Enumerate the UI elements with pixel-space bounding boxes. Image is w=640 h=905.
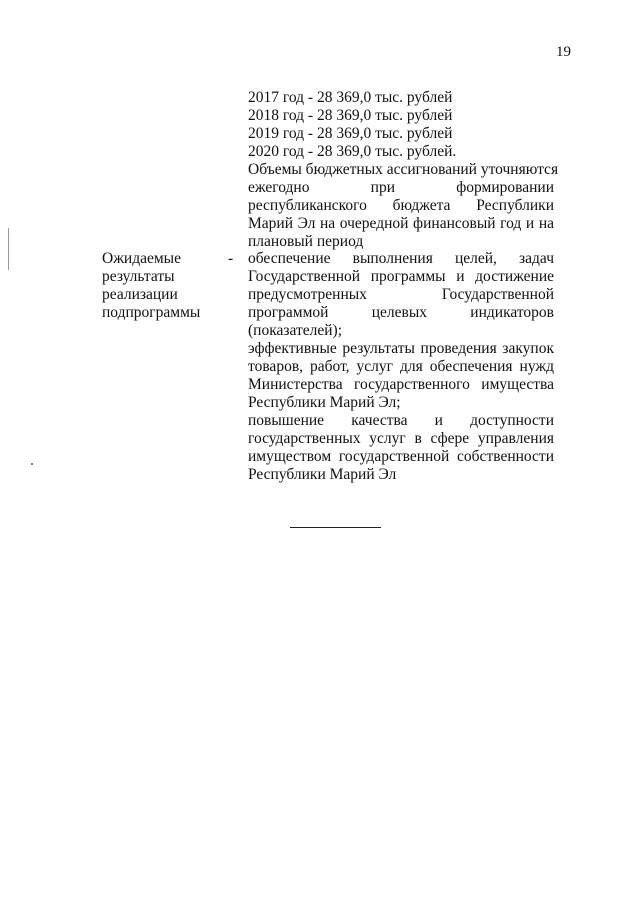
funding-year-2018: 2018 год - 28 369,0 тыс. рублей (248, 107, 453, 124)
funding-year-2019: 2019 год - 28 369,0 тыс. рублей (248, 125, 453, 142)
results-line: программой целевых индикаторов (248, 304, 554, 321)
results-line: повышение качества и доступности (248, 412, 554, 429)
results-label-line: результаты (102, 268, 175, 285)
end-rule (290, 527, 381, 528)
scan-speck (31, 463, 33, 465)
results-label-line: Ожидаемые (102, 250, 181, 267)
results-line: предусмотренных Государственной (248, 286, 554, 303)
results-line: имуществом государственной собственности (248, 448, 554, 465)
results-line: эффективные результаты проведения закупок (248, 340, 554, 357)
funding-note-line: ежегодно при формировании (248, 179, 554, 196)
scan-margin-mark (8, 228, 9, 270)
funding-note-line: республиканского бюджета Республики (248, 197, 554, 214)
funding-year-2020: 2020 год - 28 369,0 тыс. рублей. (248, 143, 457, 160)
results-dash: - (228, 250, 234, 267)
results-label-line: подпрограммы (102, 304, 201, 321)
results-line: товаров, работ, услуг для обеспечения нужд (248, 358, 554, 375)
funding-note-line: Объемы бюджетных ассигнований уточняются (248, 161, 559, 178)
results-line: Государственной программы и достижение (248, 268, 554, 285)
results-line: Республики Марий Эл (248, 466, 397, 483)
results-line: Республики Марий Эл; (248, 394, 401, 411)
funding-note-line: Марий Эл на очередной финансовый год и на (248, 215, 554, 232)
funding-year-2017: 2017 год - 28 369,0 тыс. рублей (248, 89, 453, 106)
results-label-line: реализации (102, 286, 178, 303)
funding-note-line: плановый период (248, 233, 364, 250)
page-number: 19 (556, 44, 571, 60)
results-line: Министерства государственного имущества (248, 376, 554, 393)
results-line: обеспечение выполнения целей, задач (248, 250, 554, 267)
results-line: государственных услуг в сфере управления (248, 430, 554, 447)
results-line: (показателей); (248, 322, 343, 339)
